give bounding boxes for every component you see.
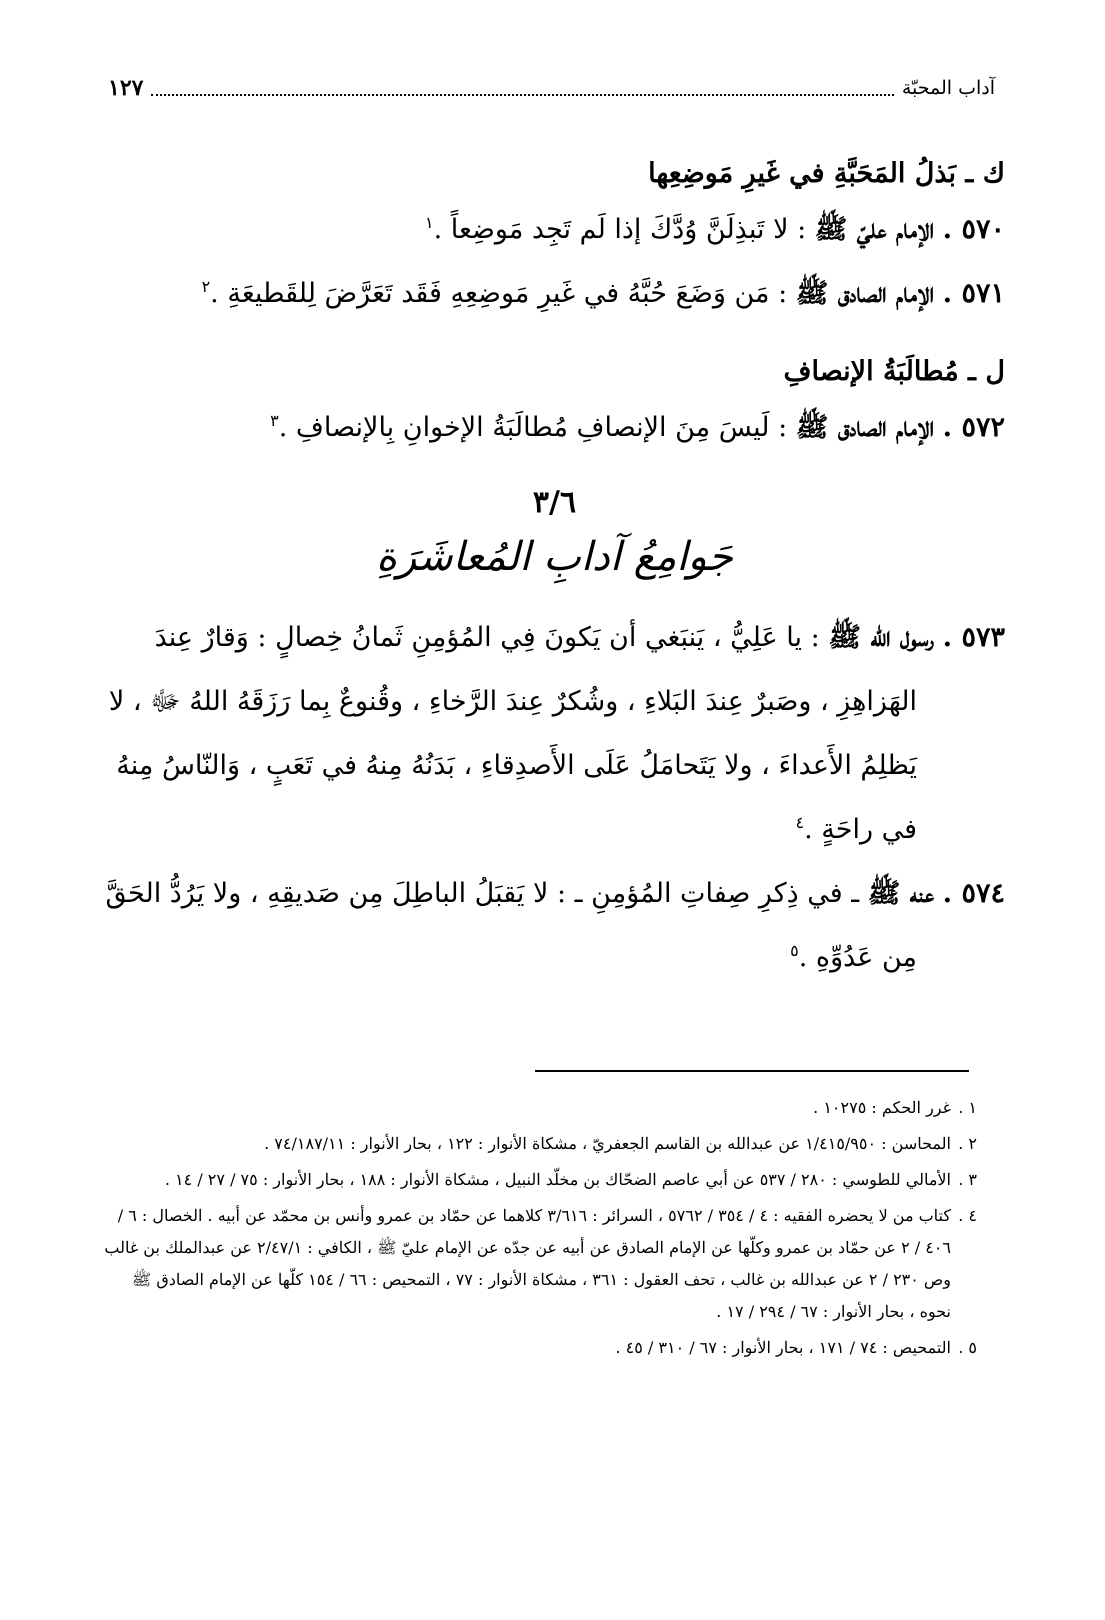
footnote-2 — [104, 1128, 977, 1160]
footnote-1 — [104, 1092, 977, 1124]
hadith-text: مِن عَدُوِّهِ . — [798, 942, 917, 973]
footnotes — [104, 1092, 977, 1368]
footnote-number: ١ . — [958, 1098, 977, 1117]
hadith-number: ٥٧١ . — [942, 278, 1005, 309]
hadith-text: : مَن وَضَعَ حُبَّهُ في غَيرِ مَوضِعِهِ فَقَد تَعَرَّضَ لِلقَطيعَةِ . — [210, 278, 788, 309]
hadith-570 — [104, 198, 1005, 262]
chapter-title: جَوامِعُ آدابِ المُعاشَرَةِ — [376, 534, 733, 580]
hadith-text: : لَيسَ مِنَ الإنصافِ مُطالَبَةُ الإخوانِ بِالإنصافِ . — [278, 412, 788, 443]
hadith-number: ٥٧٠ . — [942, 214, 1005, 245]
hadith-text: الهَزاهِزِ ، وصَبرٌ عِندَ البَلاءِ ، وشُكرٌ عِندَ الرَّخاءِ ، وقُنوعٌ بِما رَزَقَهُ اللهُ ﷻ ، لا يَظلِمُ الأَعداءَ ، ولا يَتَحامَلُ عَلَى الأَصدِقاءِ ، بَدَنُهُ مِنهُ في تَعَبٍ ، وَالنّاسُ مِنهُ في راحَةٍ . — [108, 686, 917, 845]
footnote-number: ٥ . — [958, 1338, 977, 1357]
chapter-number: ٣/٦ — [532, 485, 577, 520]
running-title: آداب المحبّة — [901, 77, 995, 99]
hadith-574-continued — [104, 926, 1005, 990]
footnote-text: المحاسن : ١/٤١٥/٩٥٠ عن عبدالله بن القاسم الجعفريّ ، مشكاة الأنوار : ١٢٢ ، بحار الأنوار : ٧٤/١٨٧/١١ . — [264, 1134, 951, 1153]
hadith-574 — [104, 862, 1005, 926]
footnote-number: ٣ . — [958, 1170, 977, 1189]
hadith-571 — [104, 262, 1005, 326]
page-number: ١٢٧ — [108, 75, 144, 101]
leader-dots — [151, 80, 893, 96]
hadith-number: ٥٧٣ . — [942, 622, 1005, 653]
footnote-text: غرر الحكم : ١٠٢٧٥ . — [813, 1098, 951, 1117]
hadith-573 — [104, 606, 1005, 670]
hadith-text: ـ في ذِكرِ صِفاتِ المُؤمِنِ ـ : لا يَقبَلُ الباطِلَ مِن صَديقِهِ ، ولا يَرُدُّ الحَقَّ — [105, 878, 860, 909]
footnote-3 — [104, 1164, 977, 1196]
hadith-narrator: الإمام عليّ ﷺ — [814, 214, 935, 245]
footnote-ref: ٥ — [790, 941, 799, 960]
footnote-5 — [104, 1332, 977, 1364]
hadith-572 — [104, 396, 1005, 460]
hadith-narrator: رسول الله ﷺ — [828, 622, 935, 653]
footnote-text: الأمالي للطوسي : ٢٨٠ / ٥٣٧ عن أبي عاصم الضحّاك بن مخلّد النبيل ، مشكاة الأنوار : ١٨٨ ، بحار الأنوار : ٧٥ / ٢٧ / ١٤ . — [164, 1170, 951, 1189]
spacer — [104, 326, 1005, 348]
footnote-text: التمحيص : ٧٤ / ١٧١ ، بحار الأنوار : ٦٧ / ٣١٠ / ٤٥ . — [615, 1338, 951, 1357]
section-heading: ل ـ مُطالَبَةُ الإنصافِ — [783, 356, 1005, 387]
hadith-narrator: عنه ﷺ — [867, 878, 935, 909]
footnote-4 — [104, 1200, 977, 1328]
footnote-ref: ٢ — [201, 277, 211, 296]
footnote-number: ٤ . — [958, 1206, 977, 1225]
main-text — [104, 150, 1005, 990]
hadith-text: : لا تَبذِلَنَّ وُدَّكَ إذا لَم تَجِد مَوضِعاً . — [433, 214, 807, 245]
footnote-ref: ٣ — [270, 411, 279, 430]
footnote-ref: ٤ — [795, 813, 805, 832]
footnote-divider — [535, 1070, 969, 1072]
section-heading: ك ـ بَذلُ المَحَبَّةِ في غَيرِ مَوضِعِها — [648, 158, 1005, 189]
hadith-narrator: الإمام الصادق ﷺ — [795, 412, 935, 443]
hadith-number: ٥٧٤ . — [942, 878, 1005, 909]
hadith-narrator: الإمام الصادق ﷺ — [795, 278, 935, 309]
spacer — [104, 460, 1005, 480]
footnote-ref: ١ — [424, 213, 434, 232]
hadith-text: : يا عَلِيُّ ، يَنبَغي أن يَكونَ فِي المُؤمِنِ ثَمانُ خِصالٍ : وَقارٌ عِندَ — [154, 622, 820, 653]
footnote-number: ٢ . — [958, 1134, 977, 1153]
hadith-number: ٥٧٢ . — [942, 412, 1005, 443]
hadith-573-continued — [104, 670, 1005, 862]
footnote-text: كتاب من لا يحضره الفقيه : ٤ / ٣٥٤ / ٥٧٦٢ ، السرائر : ٣/٦١٦ كلاهما عن حمّاد بن عمرو وأنس بن محمّد عن أبيه . الخصال : ٦ / ٤٠٦ / ٢ عن حمّاد بن عمرو وكلّها عن الإمام الصادق عن أبيه عن جدّه عن الإمام عليّ ﷺ ، الكافي : ٢/٤٧/١ عن عبدالملك بن غالب وص ٢٣٠ / ٢ عن عبدالله بن غالب ، تحف العقول : ٣٦١ ، مشكاة الأنوار : ٧٧ ، التمحيص : ٦٦ / ١٥٤ كلّها عن الإمام الصادق ﷺ نحوه ، بحار الأنوار : ٦٧ / ٢٩٤ / ١٧ . — [104, 1206, 951, 1321]
running-header — [108, 70, 995, 106]
